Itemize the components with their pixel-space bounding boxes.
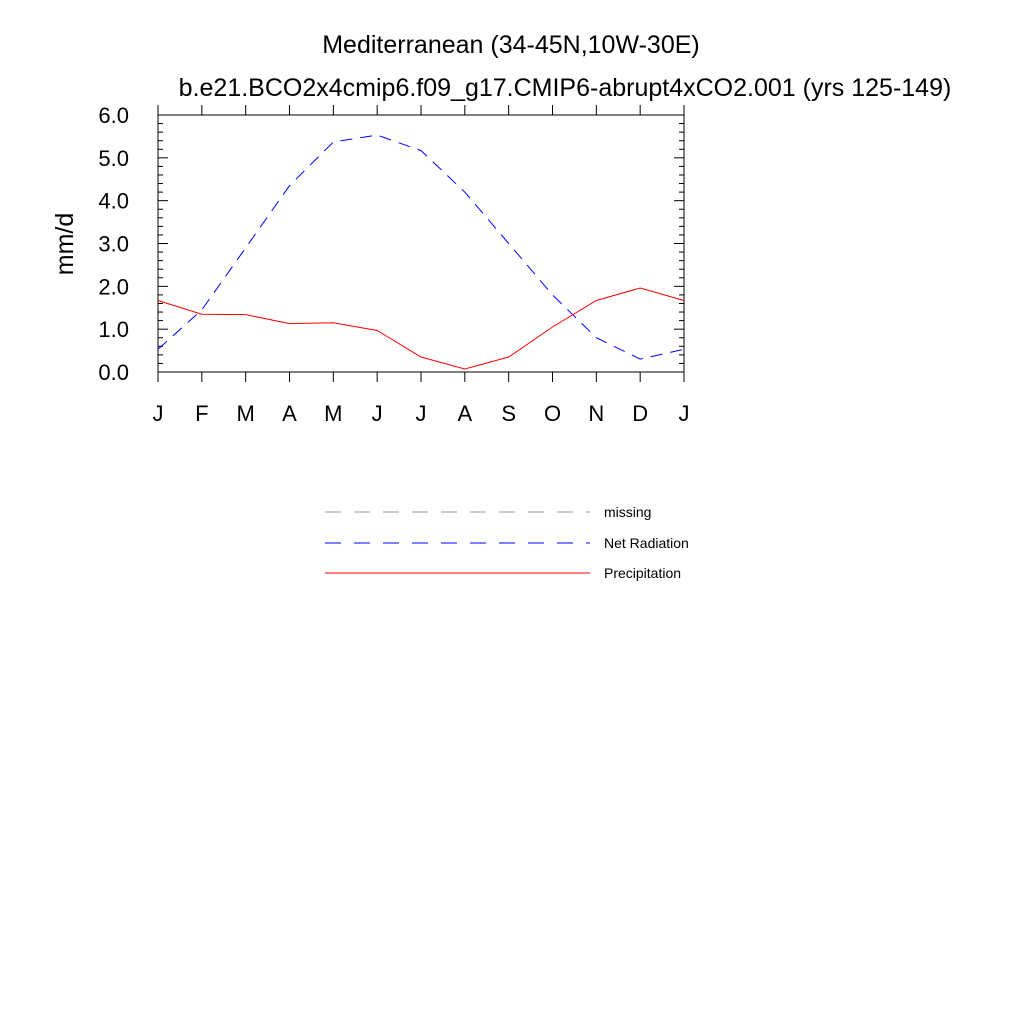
series-line-precipitation	[158, 288, 684, 369]
y-tick-labels	[98, 103, 129, 385]
x-tick-label: M	[324, 401, 343, 426]
chart-title: Mediterranean (34-45N,10W-30E)	[322, 31, 700, 59]
x-tick-label: J	[371, 401, 383, 426]
y-tick-label: 4.0	[98, 188, 129, 214]
legend-label: missing	[604, 504, 652, 520]
x-tick-label: J	[415, 401, 427, 426]
y-tick-label: 0.0	[98, 360, 129, 385]
x-tick-label: A	[282, 401, 297, 426]
series-lines	[158, 135, 684, 369]
legend-label: Precipitation	[604, 565, 682, 581]
y-axis-label: mm/d	[51, 212, 79, 276]
legend	[325, 504, 689, 581]
chart-subtitle: b.e21.BCO2x4cmip6.f09_g17.CMIP6-abrupt4xCO2.001 (yrs 125-149)	[178, 74, 952, 102]
y-tick-label: 6.0	[98, 103, 129, 128]
x-tick-label: N	[588, 401, 605, 426]
x-tick-label: S	[501, 401, 517, 426]
axis-ticks	[158, 105, 684, 382]
y-tick-label: 2.0	[98, 274, 129, 300]
legend-label: Net Radiation	[604, 535, 689, 551]
x-tick-labels	[153, 401, 690, 426]
x-tick-label: O	[543, 401, 562, 426]
x-tick-label: F	[195, 401, 209, 426]
y-tick-label: 5.0	[98, 145, 129, 171]
x-tick-label: J	[678, 401, 690, 426]
x-tick-label: M	[236, 401, 255, 426]
x-tick-label: A	[457, 401, 473, 426]
series-line-net-radiation	[158, 135, 684, 359]
plot-area	[158, 115, 684, 372]
y-tick-label: 3.0	[98, 231, 129, 257]
y-tick-label: 1.0	[98, 317, 129, 343]
x-tick-label: J	[152, 401, 164, 426]
x-tick-label: D	[632, 401, 649, 426]
